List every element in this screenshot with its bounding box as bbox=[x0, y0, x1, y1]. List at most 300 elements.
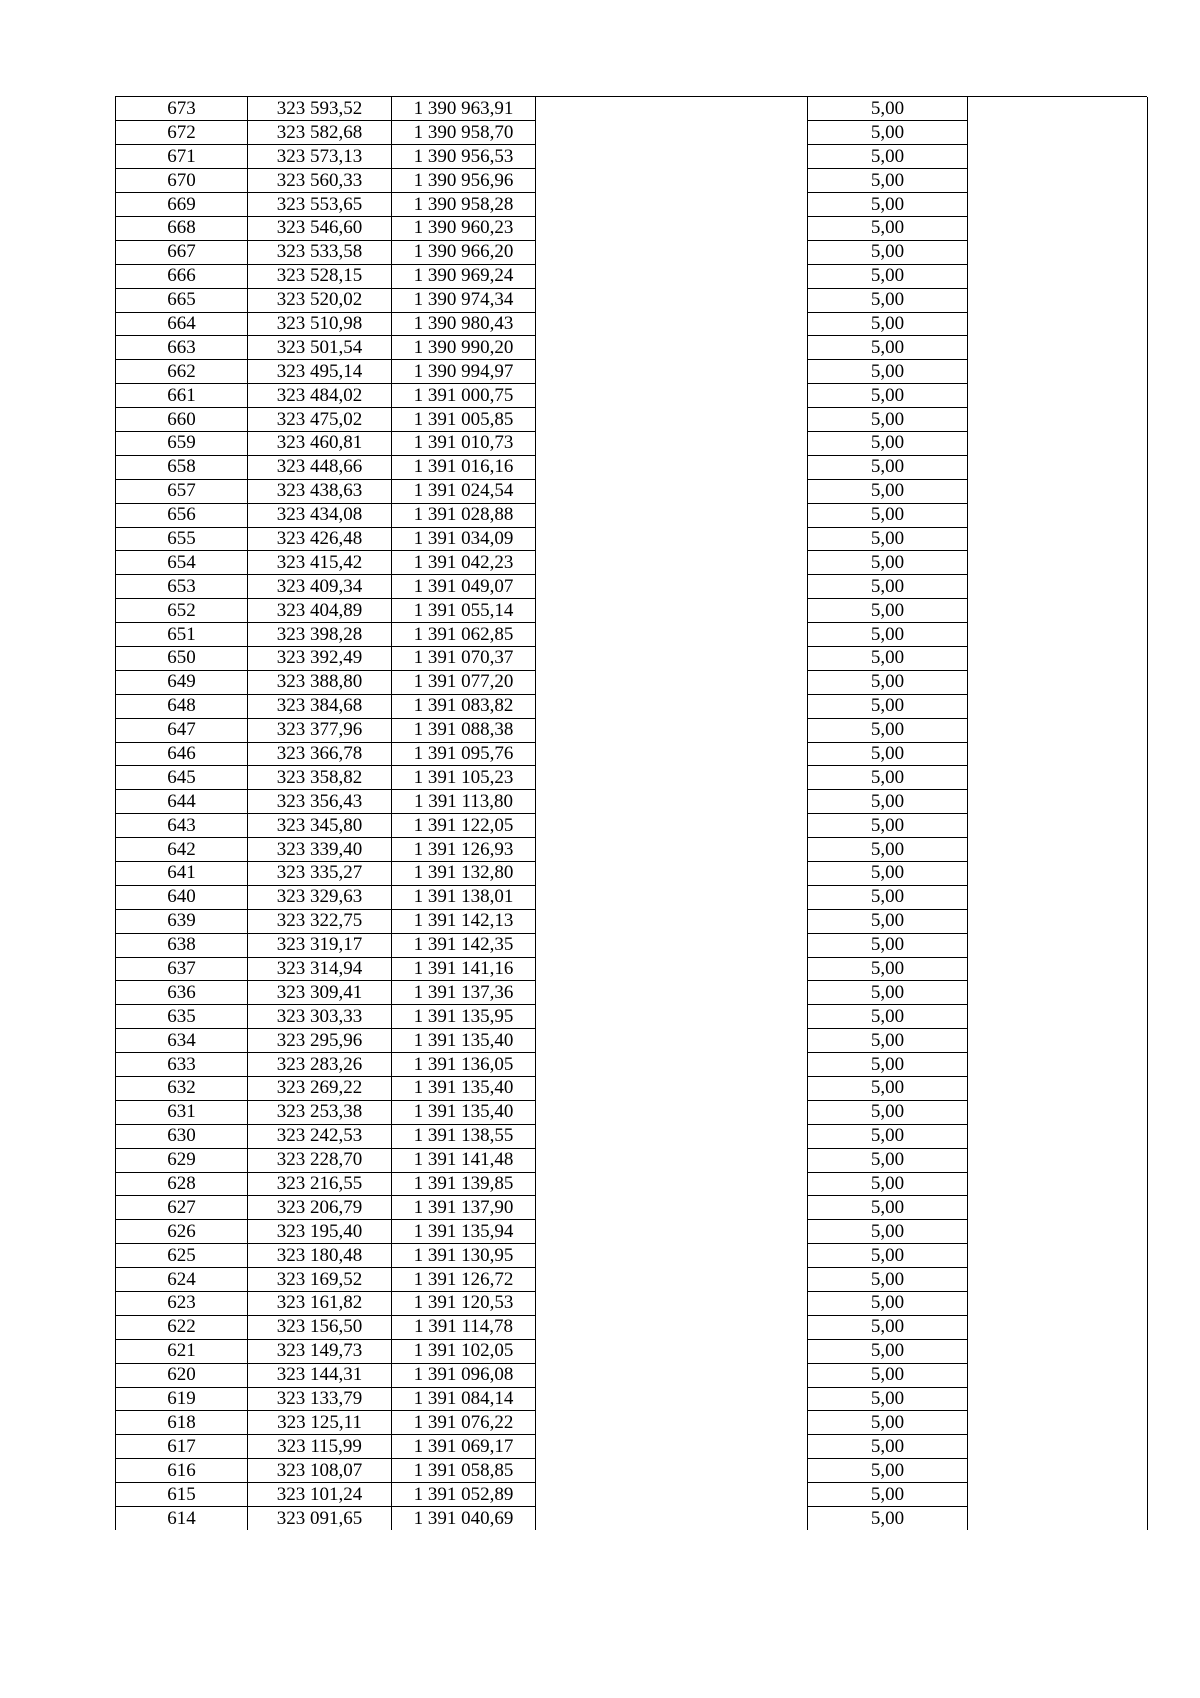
description-cell bbox=[536, 145, 808, 169]
point-number-cell: 631 bbox=[116, 1100, 248, 1124]
y-coordinate-cell: 1 391 135,40 bbox=[392, 1077, 536, 1101]
description-cell bbox=[536, 431, 808, 455]
description-cell bbox=[536, 862, 808, 886]
note-cell bbox=[968, 599, 1148, 623]
note-cell bbox=[968, 1459, 1148, 1483]
y-coordinate-cell: 1 391 005,85 bbox=[392, 408, 536, 432]
description-cell bbox=[536, 957, 808, 981]
x-coordinate-cell: 323 582,68 bbox=[248, 121, 392, 145]
point-number-cell: 626 bbox=[116, 1220, 248, 1244]
point-number-cell: 655 bbox=[116, 527, 248, 551]
point-number-cell: 623 bbox=[116, 1292, 248, 1316]
note-cell bbox=[968, 862, 1148, 886]
value-cell: 5,00 bbox=[808, 1244, 968, 1268]
description-cell bbox=[536, 1124, 808, 1148]
point-number-cell: 642 bbox=[116, 838, 248, 862]
point-number-cell: 617 bbox=[116, 1435, 248, 1459]
coordinates-table-container bbox=[115, 96, 1147, 1530]
table-row bbox=[116, 1507, 1148, 1531]
point-number-cell: 663 bbox=[116, 336, 248, 360]
description-cell bbox=[536, 1292, 808, 1316]
description-cell bbox=[536, 1029, 808, 1053]
x-coordinate-cell: 323 398,28 bbox=[248, 623, 392, 647]
value-cell: 5,00 bbox=[808, 551, 968, 575]
table-row bbox=[116, 623, 1148, 647]
point-number-cell: 665 bbox=[116, 288, 248, 312]
description-cell bbox=[536, 1005, 808, 1029]
point-number-cell: 625 bbox=[116, 1244, 248, 1268]
point-number-cell: 666 bbox=[116, 264, 248, 288]
point-number-cell: 672 bbox=[116, 121, 248, 145]
description-cell bbox=[536, 838, 808, 862]
x-coordinate-cell: 323 335,27 bbox=[248, 862, 392, 886]
description-cell bbox=[536, 288, 808, 312]
table-row bbox=[116, 503, 1148, 527]
table-row bbox=[116, 336, 1148, 360]
value-cell: 5,00 bbox=[808, 766, 968, 790]
y-coordinate-cell: 1 391 016,16 bbox=[392, 455, 536, 479]
x-coordinate-cell: 323 546,60 bbox=[248, 216, 392, 240]
note-cell bbox=[968, 551, 1148, 575]
note-cell bbox=[968, 742, 1148, 766]
note-cell bbox=[968, 646, 1148, 670]
y-coordinate-cell: 1 391 137,36 bbox=[392, 981, 536, 1005]
point-number-cell: 661 bbox=[116, 384, 248, 408]
y-coordinate-cell: 1 391 135,40 bbox=[392, 1029, 536, 1053]
note-cell bbox=[968, 814, 1148, 838]
note-cell bbox=[968, 1387, 1148, 1411]
description-cell bbox=[536, 909, 808, 933]
point-number-cell: 664 bbox=[116, 312, 248, 336]
y-coordinate-cell: 1 391 105,23 bbox=[392, 766, 536, 790]
value-cell: 5,00 bbox=[808, 1411, 968, 1435]
table-row bbox=[116, 1483, 1148, 1507]
note-cell bbox=[968, 1053, 1148, 1077]
x-coordinate-cell: 323 169,52 bbox=[248, 1268, 392, 1292]
y-coordinate-cell: 1 391 132,80 bbox=[392, 862, 536, 886]
point-number-cell: 670 bbox=[116, 169, 248, 193]
description-cell bbox=[536, 121, 808, 145]
y-coordinate-cell: 1 391 141,16 bbox=[392, 957, 536, 981]
y-coordinate-cell: 1 391 141,48 bbox=[392, 1148, 536, 1172]
table-row bbox=[116, 169, 1148, 193]
table-row bbox=[116, 527, 1148, 551]
x-coordinate-cell: 323 345,80 bbox=[248, 814, 392, 838]
note-cell bbox=[968, 790, 1148, 814]
point-number-cell: 641 bbox=[116, 862, 248, 886]
note-cell bbox=[968, 1363, 1148, 1387]
table-row bbox=[116, 1220, 1148, 1244]
x-coordinate-cell: 323 388,80 bbox=[248, 670, 392, 694]
x-coordinate-cell: 323 228,70 bbox=[248, 1148, 392, 1172]
note-cell bbox=[968, 503, 1148, 527]
value-cell: 5,00 bbox=[808, 1363, 968, 1387]
description-cell bbox=[536, 264, 808, 288]
y-coordinate-cell: 1 391 135,40 bbox=[392, 1100, 536, 1124]
point-number-cell: 630 bbox=[116, 1124, 248, 1148]
description-cell bbox=[536, 169, 808, 193]
x-coordinate-cell: 323 501,54 bbox=[248, 336, 392, 360]
y-coordinate-cell: 1 391 088,38 bbox=[392, 718, 536, 742]
y-coordinate-cell: 1 390 956,53 bbox=[392, 145, 536, 169]
x-coordinate-cell: 323 528,15 bbox=[248, 264, 392, 288]
note-cell bbox=[968, 431, 1148, 455]
point-number-cell: 668 bbox=[116, 216, 248, 240]
point-number-cell: 660 bbox=[116, 408, 248, 432]
x-coordinate-cell: 323 314,94 bbox=[248, 957, 392, 981]
x-coordinate-cell: 323 195,40 bbox=[248, 1220, 392, 1244]
table-row bbox=[116, 264, 1148, 288]
value-cell: 5,00 bbox=[808, 1292, 968, 1316]
description-cell bbox=[536, 1483, 808, 1507]
table-row bbox=[116, 909, 1148, 933]
x-coordinate-cell: 323 303,33 bbox=[248, 1005, 392, 1029]
y-coordinate-cell: 1 391 034,09 bbox=[392, 527, 536, 551]
value-cell: 5,00 bbox=[808, 646, 968, 670]
note-cell bbox=[968, 909, 1148, 933]
point-number-cell: 639 bbox=[116, 909, 248, 933]
x-coordinate-cell: 323 329,63 bbox=[248, 885, 392, 909]
x-coordinate-cell: 323 216,55 bbox=[248, 1172, 392, 1196]
table-row bbox=[116, 1363, 1148, 1387]
table-row bbox=[116, 957, 1148, 981]
x-coordinate-cell: 323 533,58 bbox=[248, 240, 392, 264]
table-row bbox=[116, 575, 1148, 599]
value-cell: 5,00 bbox=[808, 1339, 968, 1363]
point-number-cell: 614 bbox=[116, 1507, 248, 1531]
point-number-cell: 622 bbox=[116, 1315, 248, 1339]
value-cell: 5,00 bbox=[808, 1220, 968, 1244]
point-number-cell: 629 bbox=[116, 1148, 248, 1172]
x-coordinate-cell: 323 144,31 bbox=[248, 1363, 392, 1387]
value-cell: 5,00 bbox=[808, 814, 968, 838]
point-number-cell: 647 bbox=[116, 718, 248, 742]
point-number-cell: 637 bbox=[116, 957, 248, 981]
y-coordinate-cell: 1 391 095,76 bbox=[392, 742, 536, 766]
x-coordinate-cell: 323 156,50 bbox=[248, 1315, 392, 1339]
x-coordinate-cell: 323 161,82 bbox=[248, 1292, 392, 1316]
x-coordinate-cell: 323 475,02 bbox=[248, 408, 392, 432]
description-cell bbox=[536, 623, 808, 647]
note-cell bbox=[968, 1292, 1148, 1316]
table-row bbox=[116, 670, 1148, 694]
y-coordinate-cell: 1 390 974,34 bbox=[392, 288, 536, 312]
description-cell bbox=[536, 336, 808, 360]
value-cell: 5,00 bbox=[808, 1196, 968, 1220]
point-number-cell: 618 bbox=[116, 1411, 248, 1435]
point-number-cell: 648 bbox=[116, 694, 248, 718]
note-cell bbox=[968, 1196, 1148, 1220]
table-row bbox=[116, 1172, 1148, 1196]
note-cell bbox=[968, 1172, 1148, 1196]
y-coordinate-cell: 1 390 963,91 bbox=[392, 97, 536, 121]
x-coordinate-cell: 323 434,08 bbox=[248, 503, 392, 527]
point-number-cell: 646 bbox=[116, 742, 248, 766]
value-cell: 5,00 bbox=[808, 718, 968, 742]
y-coordinate-cell: 1 391 113,80 bbox=[392, 790, 536, 814]
x-coordinate-cell: 323 295,96 bbox=[248, 1029, 392, 1053]
x-coordinate-cell: 323 460,81 bbox=[248, 431, 392, 455]
description-cell bbox=[536, 1387, 808, 1411]
y-coordinate-cell: 1 391 069,17 bbox=[392, 1435, 536, 1459]
table-row bbox=[116, 694, 1148, 718]
note-cell bbox=[968, 1507, 1148, 1531]
description-cell bbox=[536, 216, 808, 240]
point-number-cell: 645 bbox=[116, 766, 248, 790]
value-cell: 5,00 bbox=[808, 575, 968, 599]
value-cell: 5,00 bbox=[808, 1507, 968, 1531]
description-cell bbox=[536, 503, 808, 527]
point-number-cell: 667 bbox=[116, 240, 248, 264]
note-cell bbox=[968, 1220, 1148, 1244]
description-cell bbox=[536, 479, 808, 503]
y-coordinate-cell: 1 391 096,08 bbox=[392, 1363, 536, 1387]
point-number-cell: 644 bbox=[116, 790, 248, 814]
value-cell: 5,00 bbox=[808, 216, 968, 240]
note-cell bbox=[968, 216, 1148, 240]
y-coordinate-cell: 1 391 083,82 bbox=[392, 694, 536, 718]
y-coordinate-cell: 1 391 055,14 bbox=[392, 599, 536, 623]
note-cell bbox=[968, 1148, 1148, 1172]
x-coordinate-cell: 323 366,78 bbox=[248, 742, 392, 766]
y-coordinate-cell: 1 391 040,69 bbox=[392, 1507, 536, 1531]
description-cell bbox=[536, 766, 808, 790]
table-row bbox=[116, 240, 1148, 264]
description-cell bbox=[536, 1315, 808, 1339]
note-cell bbox=[968, 408, 1148, 432]
description-cell bbox=[536, 1077, 808, 1101]
table-row bbox=[116, 1148, 1148, 1172]
y-coordinate-cell: 1 391 010,73 bbox=[392, 431, 536, 455]
table-row bbox=[116, 1124, 1148, 1148]
x-coordinate-cell: 323 101,24 bbox=[248, 1483, 392, 1507]
value-cell: 5,00 bbox=[808, 862, 968, 886]
y-coordinate-cell: 1 391 135,95 bbox=[392, 1005, 536, 1029]
x-coordinate-cell: 323 253,38 bbox=[248, 1100, 392, 1124]
value-cell: 5,00 bbox=[808, 1148, 968, 1172]
note-cell bbox=[968, 384, 1148, 408]
x-coordinate-cell: 323 356,43 bbox=[248, 790, 392, 814]
y-coordinate-cell: 1 391 070,37 bbox=[392, 646, 536, 670]
note-cell bbox=[968, 718, 1148, 742]
table-row bbox=[116, 97, 1148, 121]
value-cell: 5,00 bbox=[808, 1077, 968, 1101]
point-number-cell: 634 bbox=[116, 1029, 248, 1053]
table-row bbox=[116, 431, 1148, 455]
y-coordinate-cell: 1 390 956,96 bbox=[392, 169, 536, 193]
value-cell: 5,00 bbox=[808, 503, 968, 527]
value-cell: 5,00 bbox=[808, 312, 968, 336]
note-cell bbox=[968, 1124, 1148, 1148]
y-coordinate-cell: 1 391 028,88 bbox=[392, 503, 536, 527]
description-cell bbox=[536, 240, 808, 264]
description-cell bbox=[536, 1053, 808, 1077]
x-coordinate-cell: 323 438,63 bbox=[248, 479, 392, 503]
x-coordinate-cell: 323 206,79 bbox=[248, 1196, 392, 1220]
value-cell: 5,00 bbox=[808, 121, 968, 145]
point-number-cell: 654 bbox=[116, 551, 248, 575]
table-row bbox=[116, 360, 1148, 384]
table-row bbox=[116, 479, 1148, 503]
table-row bbox=[116, 1029, 1148, 1053]
table-row bbox=[116, 1435, 1148, 1459]
x-coordinate-cell: 323 283,26 bbox=[248, 1053, 392, 1077]
note-cell bbox=[968, 670, 1148, 694]
value-cell: 5,00 bbox=[808, 909, 968, 933]
coordinates-table bbox=[115, 97, 1148, 1530]
y-coordinate-cell: 1 391 138,55 bbox=[392, 1124, 536, 1148]
description-cell bbox=[536, 742, 808, 766]
point-number-cell: 652 bbox=[116, 599, 248, 623]
note-cell bbox=[968, 479, 1148, 503]
table-row bbox=[116, 981, 1148, 1005]
point-number-cell: 653 bbox=[116, 575, 248, 599]
description-cell bbox=[536, 97, 808, 121]
description-cell bbox=[536, 312, 808, 336]
note-cell bbox=[968, 1268, 1148, 1292]
note-cell bbox=[968, 1435, 1148, 1459]
x-coordinate-cell: 323 448,66 bbox=[248, 455, 392, 479]
point-number-cell: 651 bbox=[116, 623, 248, 647]
point-number-cell: 671 bbox=[116, 145, 248, 169]
y-coordinate-cell: 1 391 049,07 bbox=[392, 575, 536, 599]
table-row bbox=[116, 1244, 1148, 1268]
note-cell bbox=[968, 885, 1148, 909]
value-cell: 5,00 bbox=[808, 957, 968, 981]
value-cell: 5,00 bbox=[808, 1435, 968, 1459]
y-coordinate-cell: 1 391 138,01 bbox=[392, 885, 536, 909]
value-cell: 5,00 bbox=[808, 1268, 968, 1292]
note-cell bbox=[968, 575, 1148, 599]
point-number-cell: 657 bbox=[116, 479, 248, 503]
note-cell bbox=[968, 623, 1148, 647]
value-cell: 5,00 bbox=[808, 933, 968, 957]
point-number-cell: 636 bbox=[116, 981, 248, 1005]
table-row bbox=[116, 288, 1148, 312]
y-coordinate-cell: 1 391 058,85 bbox=[392, 1459, 536, 1483]
value-cell: 5,00 bbox=[808, 1387, 968, 1411]
point-number-cell: 635 bbox=[116, 1005, 248, 1029]
y-coordinate-cell: 1 391 120,53 bbox=[392, 1292, 536, 1316]
y-coordinate-cell: 1 391 137,90 bbox=[392, 1196, 536, 1220]
y-coordinate-cell: 1 390 958,70 bbox=[392, 121, 536, 145]
value-cell: 5,00 bbox=[808, 97, 968, 121]
value-cell: 5,00 bbox=[808, 981, 968, 1005]
note-cell bbox=[968, 360, 1148, 384]
table-row bbox=[116, 742, 1148, 766]
x-coordinate-cell: 323 322,75 bbox=[248, 909, 392, 933]
table-row bbox=[116, 646, 1148, 670]
x-coordinate-cell: 323 384,68 bbox=[248, 694, 392, 718]
description-cell bbox=[536, 527, 808, 551]
description-cell bbox=[536, 718, 808, 742]
y-coordinate-cell: 1 391 102,05 bbox=[392, 1339, 536, 1363]
description-cell bbox=[536, 1196, 808, 1220]
point-number-cell: 615 bbox=[116, 1483, 248, 1507]
point-number-cell: 624 bbox=[116, 1268, 248, 1292]
y-coordinate-cell: 1 391 126,93 bbox=[392, 838, 536, 862]
point-number-cell: 662 bbox=[116, 360, 248, 384]
y-coordinate-cell: 1 390 969,24 bbox=[392, 264, 536, 288]
value-cell: 5,00 bbox=[808, 288, 968, 312]
y-coordinate-cell: 1 391 114,78 bbox=[392, 1315, 536, 1339]
description-cell bbox=[536, 1339, 808, 1363]
value-cell: 5,00 bbox=[808, 838, 968, 862]
description-cell bbox=[536, 1507, 808, 1531]
note-cell bbox=[968, 240, 1148, 264]
table-row bbox=[116, 1411, 1148, 1435]
x-coordinate-cell: 323 409,34 bbox=[248, 575, 392, 599]
description-cell bbox=[536, 1268, 808, 1292]
value-cell: 5,00 bbox=[808, 169, 968, 193]
value-cell: 5,00 bbox=[808, 885, 968, 909]
table-row bbox=[116, 862, 1148, 886]
x-coordinate-cell: 323 560,33 bbox=[248, 169, 392, 193]
note-cell bbox=[968, 1077, 1148, 1101]
y-coordinate-cell: 1 391 122,05 bbox=[392, 814, 536, 838]
x-coordinate-cell: 323 426,48 bbox=[248, 527, 392, 551]
x-coordinate-cell: 323 180,48 bbox=[248, 1244, 392, 1268]
table-row bbox=[116, 145, 1148, 169]
y-coordinate-cell: 1 391 024,54 bbox=[392, 479, 536, 503]
description-cell bbox=[536, 193, 808, 217]
value-cell: 5,00 bbox=[808, 742, 968, 766]
value-cell: 5,00 bbox=[808, 599, 968, 623]
table-row bbox=[116, 1268, 1148, 1292]
value-cell: 5,00 bbox=[808, 1483, 968, 1507]
note-cell bbox=[968, 1029, 1148, 1053]
value-cell: 5,00 bbox=[808, 694, 968, 718]
value-cell: 5,00 bbox=[808, 1459, 968, 1483]
value-cell: 5,00 bbox=[808, 360, 968, 384]
x-coordinate-cell: 323 108,07 bbox=[248, 1459, 392, 1483]
y-coordinate-cell: 1 391 142,35 bbox=[392, 933, 536, 957]
description-cell bbox=[536, 1244, 808, 1268]
table-row bbox=[116, 384, 1148, 408]
table-row bbox=[116, 718, 1148, 742]
y-coordinate-cell: 1 390 994,97 bbox=[392, 360, 536, 384]
x-coordinate-cell: 323 484,02 bbox=[248, 384, 392, 408]
description-cell bbox=[536, 599, 808, 623]
note-cell bbox=[968, 1005, 1148, 1029]
table-row bbox=[116, 933, 1148, 957]
note-cell bbox=[968, 981, 1148, 1005]
x-coordinate-cell: 323 392,49 bbox=[248, 646, 392, 670]
table-row bbox=[116, 885, 1148, 909]
x-coordinate-cell: 323 115,99 bbox=[248, 1435, 392, 1459]
description-cell bbox=[536, 1411, 808, 1435]
y-coordinate-cell: 1 390 980,43 bbox=[392, 312, 536, 336]
description-cell bbox=[536, 670, 808, 694]
table-row bbox=[116, 838, 1148, 862]
y-coordinate-cell: 1 391 130,95 bbox=[392, 1244, 536, 1268]
point-number-cell: 643 bbox=[116, 814, 248, 838]
point-number-cell: 638 bbox=[116, 933, 248, 957]
y-coordinate-cell: 1 391 139,85 bbox=[392, 1172, 536, 1196]
note-cell bbox=[968, 527, 1148, 551]
x-coordinate-cell: 323 125,11 bbox=[248, 1411, 392, 1435]
note-cell bbox=[968, 312, 1148, 336]
note-cell bbox=[968, 1315, 1148, 1339]
value-cell: 5,00 bbox=[808, 193, 968, 217]
note-cell bbox=[968, 1100, 1148, 1124]
y-coordinate-cell: 1 390 960,23 bbox=[392, 216, 536, 240]
x-coordinate-cell: 323 377,96 bbox=[248, 718, 392, 742]
note-cell bbox=[968, 1483, 1148, 1507]
value-cell: 5,00 bbox=[808, 431, 968, 455]
table-row bbox=[116, 1315, 1148, 1339]
description-cell bbox=[536, 1363, 808, 1387]
